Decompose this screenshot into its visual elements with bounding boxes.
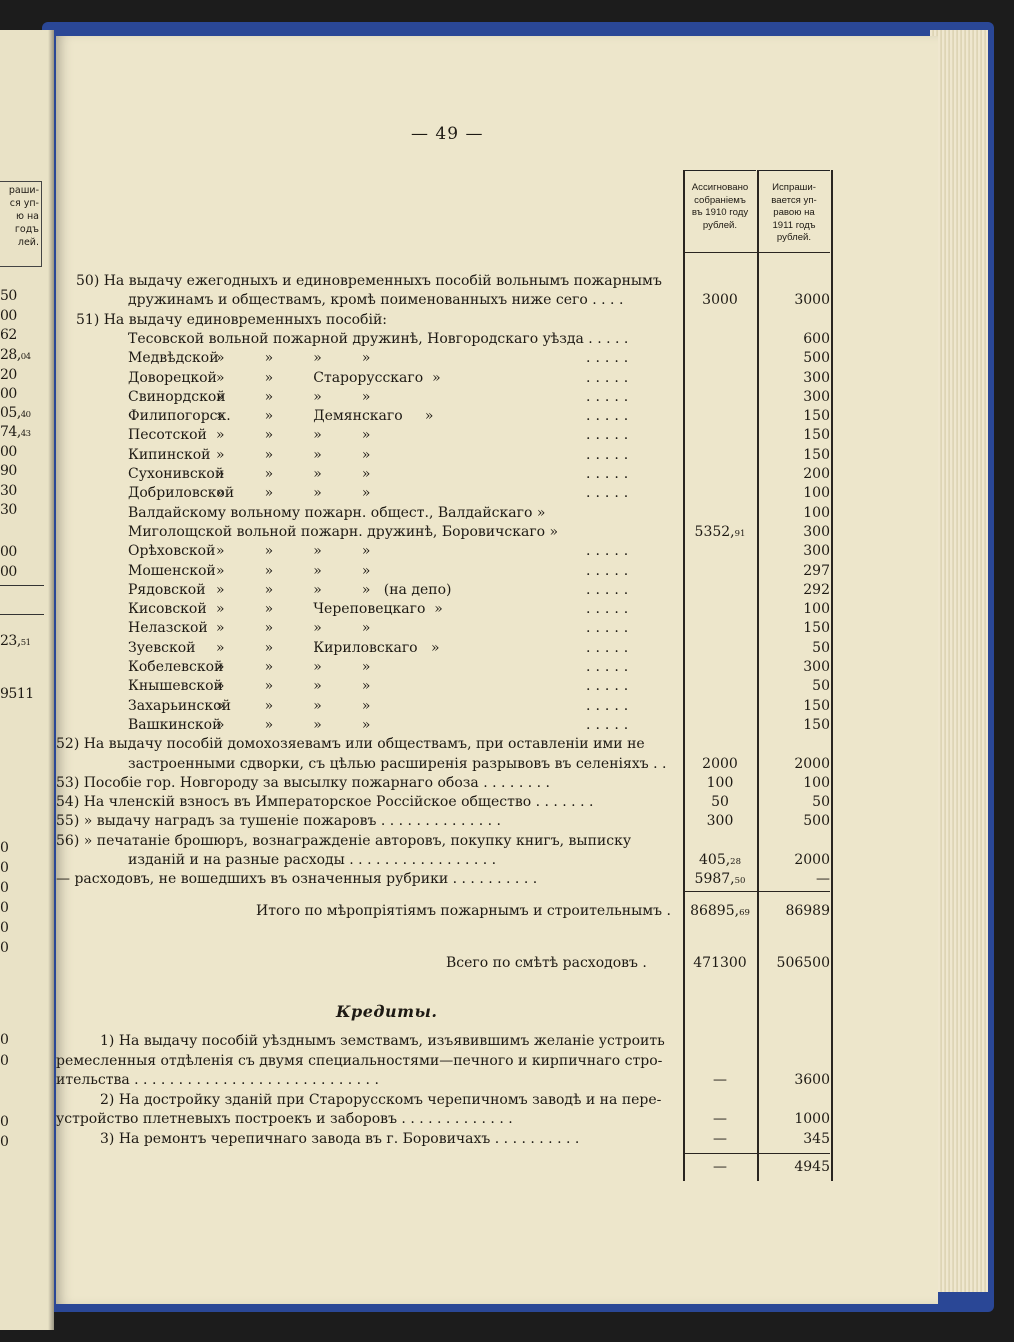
- left-header-line: ю на: [15, 211, 39, 222]
- brigade-row: [56, 542, 938, 561]
- row-text: Сухонивской: [128, 466, 225, 482]
- left-header-line: годъ: [14, 224, 39, 235]
- row-text: застроенными сдворки, съ цѣлью расширенія разрывовъ въ селеніяхъ . .: [128, 755, 667, 772]
- row-text: 56) » печатаніе брошюръ, вознагражденіе авторовъ, покупку книгъ, выписку: [56, 832, 632, 849]
- header-line: рублей.: [776, 232, 812, 243]
- value-1910: 3000: [702, 292, 738, 309]
- row-text: Захарьинской: [128, 697, 231, 714]
- brigade-detail: » » » »: [216, 466, 371, 482]
- row-text: Всего по смѣтѣ расходовъ .: [446, 954, 647, 971]
- header-line: Испраши-: [772, 182, 816, 193]
- value-1911: 500: [803, 350, 830, 367]
- value-1911: 150: [803, 427, 830, 444]
- brigade-detail: » » » »: [216, 485, 371, 502]
- value-1911: 200: [803, 466, 830, 482]
- budget-item: [56, 291, 938, 310]
- value-1910: —: [713, 1111, 727, 1128]
- credits-title: Кредиты.: [336, 1002, 438, 1021]
- value-1910: 471300: [693, 954, 747, 971]
- left-page-number: 00: [0, 564, 17, 580]
- row-text: — расходовъ, не вошедшихъ въ означенныя рубрики . . . . . . . . . .: [56, 871, 538, 888]
- brigade-detail: » » » »: [216, 620, 371, 637]
- value-1911: 300: [803, 543, 830, 560]
- credit-line: [56, 1052, 938, 1071]
- row-text: Филипогорск.: [128, 408, 231, 425]
- row-text: 2) На достройку зданій при Старорусскомъ черепичномъ заводѣ и на пере-: [100, 1091, 662, 1108]
- value-1911: 345: [803, 1131, 830, 1147]
- row-text: Валдайскому вольному пожарн. общест., Валдайскаго »: [128, 504, 546, 521]
- leader-dots: .....: [586, 466, 634, 482]
- brigade-row: [56, 619, 938, 638]
- left-page-number: 9511: [0, 686, 34, 702]
- value-1911: 100: [803, 485, 830, 502]
- brigade-detail: » » » » (на депо): [216, 581, 452, 598]
- left-header-line: лей.: [17, 237, 39, 248]
- left-page-number: 0: [0, 900, 9, 916]
- brigade-detail: » » » »: [216, 350, 371, 367]
- left-page-number: 0: [0, 940, 9, 956]
- brigade-row: [56, 330, 938, 349]
- fire-total-row: [56, 902, 938, 921]
- value-1911: 3600: [794, 1072, 830, 1089]
- budget-item: [56, 755, 938, 774]
- left-page-number: 0: [0, 860, 9, 876]
- value-1910: 5352,91: [694, 523, 746, 540]
- leader-dots: .....: [586, 620, 634, 637]
- value-1911: 3000: [794, 292, 830, 309]
- row-text: Кипинской: [128, 446, 211, 463]
- row-text: Медвѣдской: [128, 350, 219, 367]
- row-text: 51) На выдачу единовременныхъ пособій:: [76, 311, 388, 328]
- header-line: 1911 годъ: [772, 219, 816, 231]
- brigade-row: [56, 581, 938, 600]
- leader-dots: .....: [586, 697, 634, 714]
- brigade-row: [56, 639, 938, 658]
- value-1910: —: [713, 1131, 727, 1147]
- left-page-number: 0: [0, 1053, 9, 1069]
- brigade-row: [56, 677, 938, 696]
- left-page-header: [0, 181, 42, 267]
- page-number: — 49 —: [411, 124, 484, 144]
- left-header-line: раши-: [8, 185, 39, 196]
- budget-item: [56, 851, 938, 870]
- leader-dots: .....: [586, 543, 634, 560]
- credit-line: [56, 1110, 938, 1129]
- left-page-number: 30: [0, 483, 17, 499]
- row-text: 52) На выдачу пособій домохозяевамъ или обществамъ, при оставленіи ими не: [56, 736, 645, 753]
- row-text: 1) На выдачу пособій уѣзднымъ земствамъ, изъявившимъ желаніе устроить: [100, 1033, 665, 1049]
- left-page-fragment: [0, 30, 54, 1330]
- brigade-detail: » » Череповецкаго »: [216, 601, 443, 618]
- value-1911: 297: [803, 562, 830, 579]
- row-text: ительства . . . . . . . . . . . . . . . . . . . . . . . . . . . .: [56, 1072, 379, 1089]
- budget-item: [56, 272, 938, 291]
- column-rule: [683, 170, 685, 1181]
- row-text: дружинамъ и обществамъ, кромѣ поименованныхъ ниже сего . . . .: [128, 292, 624, 309]
- left-page-number: 00: [0, 308, 17, 324]
- brigade-detail: » » » »: [216, 678, 371, 695]
- header-line: собраніемъ: [694, 194, 746, 206]
- value-1911: 86989: [785, 902, 830, 919]
- brigade-detail: » » Кириловскаго »: [216, 639, 440, 656]
- row-text: Доворецкой: [128, 369, 217, 386]
- left-page-number: 90: [0, 463, 17, 479]
- brigade-row: [56, 465, 938, 484]
- leader-dots: .....: [586, 601, 634, 618]
- value-1911: 100: [803, 601, 830, 618]
- brigade-row: [56, 504, 938, 523]
- leader-dots: .....: [586, 678, 634, 695]
- leader-dots: .....: [586, 562, 634, 579]
- leader-dots: .....: [586, 350, 634, 367]
- left-page-rule: [0, 614, 44, 615]
- row-text: 53) Пособіе гор. Новгороду за высылку пожарнаго обоза . . . . . . . .: [56, 774, 550, 791]
- left-page-number: 50: [0, 288, 17, 304]
- brigade-row: [56, 446, 938, 465]
- row-text: Вашкинской: [128, 716, 222, 733]
- brigade-row: [56, 369, 938, 388]
- brigade-detail: » » » »: [216, 446, 371, 463]
- value-1911: 500: [803, 813, 830, 830]
- value-1911: 100: [803, 504, 830, 521]
- value-1911: 600: [803, 330, 830, 347]
- row-text: Зуевской: [128, 639, 196, 656]
- leader-dots: .....: [586, 369, 634, 386]
- budget-item: [56, 735, 938, 754]
- budget-item: [56, 870, 938, 889]
- row-text: ремесленныя отдѣленія съ двумя специальностями—печного и кирпичнаго стро-: [56, 1052, 663, 1069]
- value-1911: 300: [803, 523, 830, 540]
- row-text: Кнышевской: [128, 678, 223, 695]
- brigade-row: [56, 658, 938, 677]
- value-1910: 100: [706, 774, 734, 791]
- brigade-row: [56, 523, 938, 542]
- value-1910: 2000: [702, 755, 738, 772]
- value-1911: 150: [803, 620, 830, 637]
- value-1910: 405,28: [699, 852, 741, 868]
- value-1910: 300: [706, 813, 734, 830]
- brigade-row: [56, 349, 938, 368]
- budget-item: [56, 832, 938, 851]
- budget-item: [56, 774, 938, 793]
- left-page-number: 30: [0, 502, 17, 518]
- row-text: 55) » выдачу наградъ за тушеніе пожаровъ . . . . . . . . . . . . . .: [56, 813, 502, 830]
- header-line: вается уп-: [771, 194, 817, 206]
- row-text: Итого по мѣропріятіямъ пожарнымъ и строительнымъ .: [256, 902, 671, 919]
- left-page-number: 74,43: [0, 424, 31, 440]
- leader-dots: .....: [586, 659, 634, 675]
- brigade-row: [56, 426, 938, 445]
- left-page-number: 20: [0, 367, 17, 383]
- brigade-row: [56, 407, 938, 426]
- column-rule: [757, 170, 759, 1181]
- row-text: Кобелевской: [128, 659, 224, 675]
- budget-item: [56, 793, 938, 812]
- row-text: Песотской: [128, 427, 207, 444]
- header-requested-1911: [758, 170, 830, 286]
- value-1910: —: [713, 1158, 727, 1175]
- value-1911: 300: [803, 659, 830, 675]
- value-1911: 50: [812, 678, 830, 695]
- row-text: Свинордской: [128, 388, 226, 405]
- row-text: Добриловской: [128, 485, 235, 502]
- left-page-number: 00: [0, 386, 17, 402]
- brigade-detail: » » » »: [216, 659, 371, 675]
- value-1910: —: [713, 1072, 727, 1089]
- value-1911: 300: [803, 369, 830, 386]
- left-page-number: 00: [0, 444, 17, 460]
- left-page-number: 00: [0, 544, 17, 560]
- value-1911: 50: [812, 639, 830, 656]
- value-1911: 150: [803, 716, 830, 733]
- row-text: изданій и на разные расходы . . . . . . . . . . . . . . . . .: [128, 852, 497, 868]
- brigade-row: [56, 716, 938, 735]
- value-1911: 1000: [794, 1111, 830, 1128]
- brigade-row: [56, 697, 938, 716]
- header-bottom-rule: [684, 252, 830, 253]
- row-text: 3) На ремонтъ черепичнаго завода въ г. Боровичахъ . . . . . . . . . .: [100, 1131, 580, 1147]
- brigade-detail: » » » »: [216, 697, 371, 714]
- leader-dots: .....: [586, 581, 634, 598]
- column-rule: [831, 170, 833, 1181]
- value-1911: 100: [803, 774, 830, 791]
- header-allocated-1910: [684, 170, 756, 286]
- left-page-number: 0: [0, 920, 9, 936]
- value-1911: —: [816, 871, 830, 888]
- brigade-detail: » » Демянскаго »: [216, 408, 434, 425]
- leader-dots: .....: [586, 716, 634, 733]
- brigade-row: [56, 562, 938, 581]
- value-1910: 50: [711, 794, 729, 811]
- leader-dots: .....: [586, 408, 634, 425]
- budget-item: [56, 812, 938, 831]
- value-1911: 50: [812, 794, 830, 811]
- left-page-number: 23,51: [0, 633, 31, 649]
- row-text: 54) На членскій взносъ въ Императорское Россійское общество . . . . . . .: [56, 794, 594, 811]
- row-text: 50) На выдачу ежегодныхъ и единовременныхъ пособій вольнымъ пожарнымъ: [76, 273, 662, 289]
- brigade-row: [56, 600, 938, 619]
- document-page: [56, 36, 938, 1304]
- left-page-number: 05,40: [0, 405, 31, 421]
- row-text: Орѣховской: [128, 543, 216, 560]
- leader-dots: .....: [586, 427, 634, 444]
- left-header-line: ся уп-: [9, 198, 39, 209]
- brigade-detail: » » » »: [216, 388, 371, 405]
- value-1911: 506500: [776, 954, 830, 971]
- left-page-rule: [0, 585, 44, 586]
- credits-total-row: [56, 1158, 938, 1177]
- header-line: рублей.: [702, 219, 738, 231]
- row-text: Тесовской вольной пожарной дружинѣ, Новгородскаго уѣзда . . . . .: [128, 330, 629, 347]
- value-1911: 2000: [794, 755, 830, 772]
- credit-line: [56, 1032, 938, 1051]
- value-1911: 292: [803, 581, 830, 598]
- left-page-number: 28,04: [0, 347, 31, 363]
- brigade-detail: » » » »: [216, 562, 371, 579]
- left-page-number: 0: [0, 840, 9, 856]
- value-1911: 150: [803, 697, 830, 714]
- brigade-row: [56, 388, 938, 407]
- credit-line: [56, 1071, 938, 1090]
- left-page-number: 0: [0, 1134, 9, 1150]
- brigade-detail: » » » »: [216, 543, 371, 560]
- value-1911: 2000: [794, 852, 830, 868]
- brigade-detail: » » Старорусскаго »: [216, 369, 441, 386]
- header-line: равою на: [773, 207, 815, 218]
- row-text: Кисовской: [128, 601, 207, 618]
- row-text: устройство плетневыхъ построекъ и заборовъ . . . . . . . . . . . . .: [56, 1111, 513, 1128]
- row-text: Мошенской: [128, 562, 216, 579]
- left-page-number: 0: [0, 1032, 9, 1048]
- value-1910: 5987,50: [694, 871, 746, 888]
- value-1911: 150: [803, 408, 830, 425]
- page-edges: [930, 30, 988, 1292]
- grand-total-row: [56, 954, 938, 973]
- value-1911: 150: [803, 446, 830, 463]
- credit-line: [56, 1091, 938, 1110]
- leader-dots: .....: [586, 446, 634, 463]
- header-line: въ 1910 году: [691, 207, 749, 218]
- row-text: Нелазской: [128, 620, 208, 637]
- credit-line: [56, 1130, 938, 1149]
- leader-dots: .....: [586, 485, 634, 502]
- left-page-number: 62: [0, 327, 17, 343]
- left-page-number: 0: [0, 880, 9, 896]
- leader-dots: .....: [586, 639, 634, 656]
- budget-item: [56, 311, 938, 330]
- header-line: Ассигновано: [691, 182, 749, 193]
- value-1911: 4945: [794, 1158, 830, 1175]
- value-1911: 300: [803, 388, 830, 405]
- leader-dots: .....: [586, 388, 634, 405]
- row-text: Рядовской: [128, 581, 206, 598]
- left-page-number: 0: [0, 1114, 9, 1130]
- value-1910: 86895,69: [690, 902, 750, 919]
- brigade-row: [56, 484, 938, 503]
- brigade-detail: » » » »: [216, 427, 371, 444]
- row-text: Миголощской вольной пожарн. дружинѣ, Боровичскаго »: [128, 523, 559, 540]
- brigade-detail: » » » »: [216, 716, 371, 733]
